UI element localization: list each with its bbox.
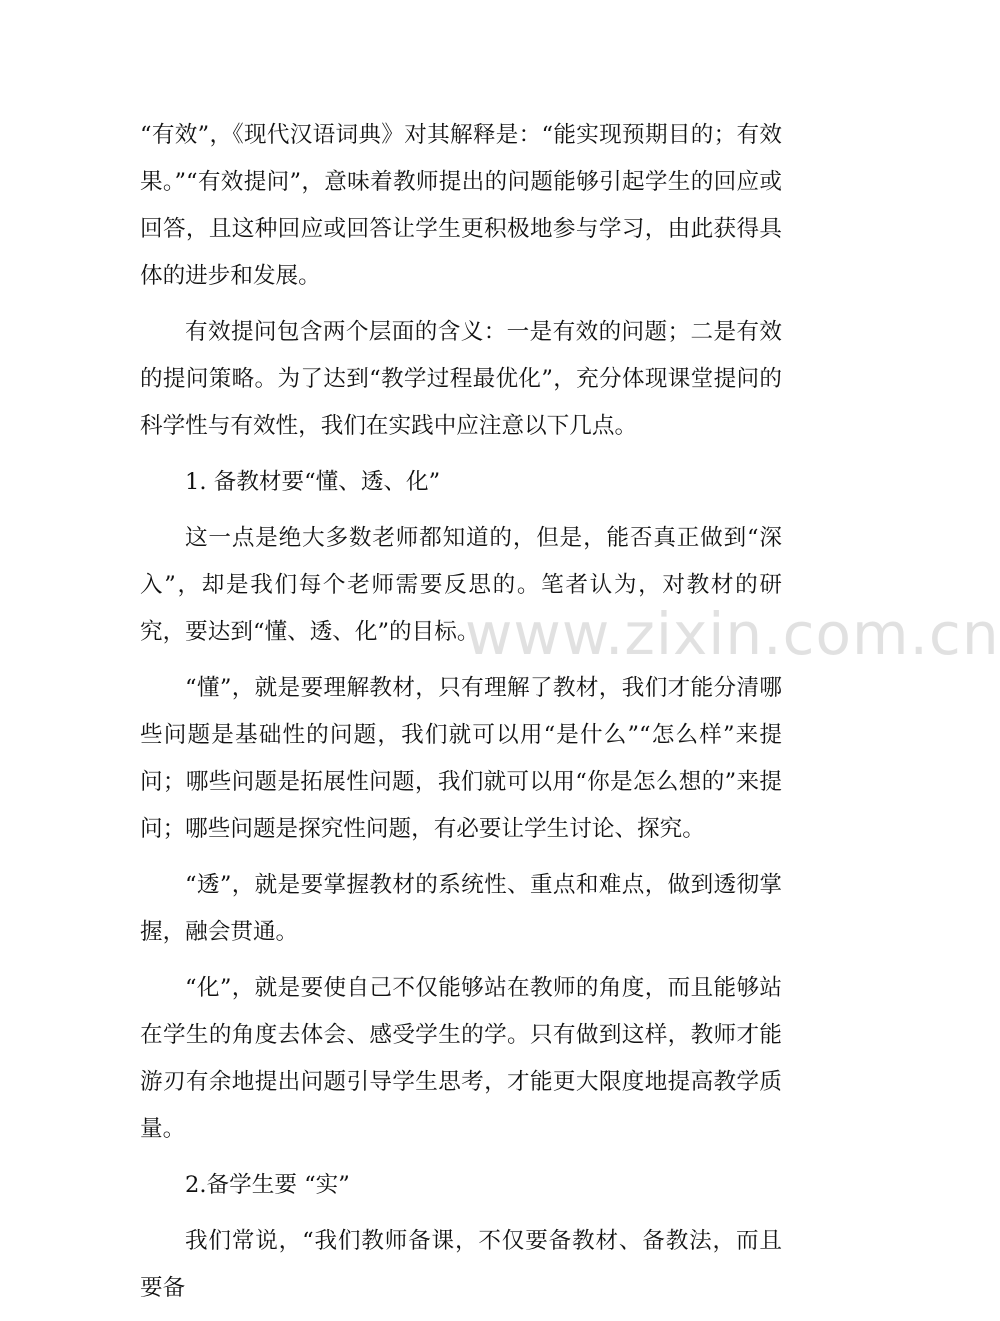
paragraph-deep-study: 这一点是绝大多数老师都知道的，但是，能否真正做到“深入”，却是我们每个老师需要反思的。笔者认为，对教材的研究，要达到“懂、透、化”的目标。 — [140, 525, 782, 645]
paragraph-prepare-students: 我们常说，“我们教师备课，不仅要备教材、备教法，而且要备 — [140, 1228, 782, 1301]
section-heading-2: 2.备学生要 “实” — [185, 1172, 350, 1198]
document-body — [140, 112, 782, 1321]
paragraph-thorough: “透”，就是要掌握教材的系统性、重点和难点，做到透彻掌握，融会贯通。 — [140, 872, 782, 945]
paragraph-definition: “有效”，《现代汉语词典》对其解释是：“能实现预期目的；有效果。”“有效提问”，意味着教师提出的问题能够引起学生的回应或回答，且这种回应或回答让学生更积极地参与学习，由此获得具体的进步和发展。 — [140, 122, 782, 289]
section-heading-1: 1. 备教材要“懂、透、化” — [185, 469, 441, 495]
paragraph-understand: “懂”，就是要理解教材，只有理解了教材，我们才能分清哪些问题是基础性的问题，我们就可以用“是什么”“怎么样”来提问；哪些问题是拓展性问题，我们就可以用“你是怎么想的”来提问；哪些问题是探究性问题，有必要让学生讨论、探究。 — [140, 675, 782, 842]
watermark: www.zixin.com.cn — [465, 600, 1000, 668]
paragraph-transform: “化”，就是要使自己不仅能够站在教师的角度，而且能够站在学生的角度去体会、感受学生的学。只有做到这样，教师才能游刃有余地提出问题引导学生思考，才能更大限度地提高教学质量。 — [140, 975, 782, 1142]
paragraph-two-levels: 有效提问包含两个层面的含义：一是有效的问题；二是有效的提问策略。为了达到“教学过程最优化”，充分体现课堂提问的科学性与有效性，我们在实践中应注意以下几点。 — [140, 319, 782, 439]
